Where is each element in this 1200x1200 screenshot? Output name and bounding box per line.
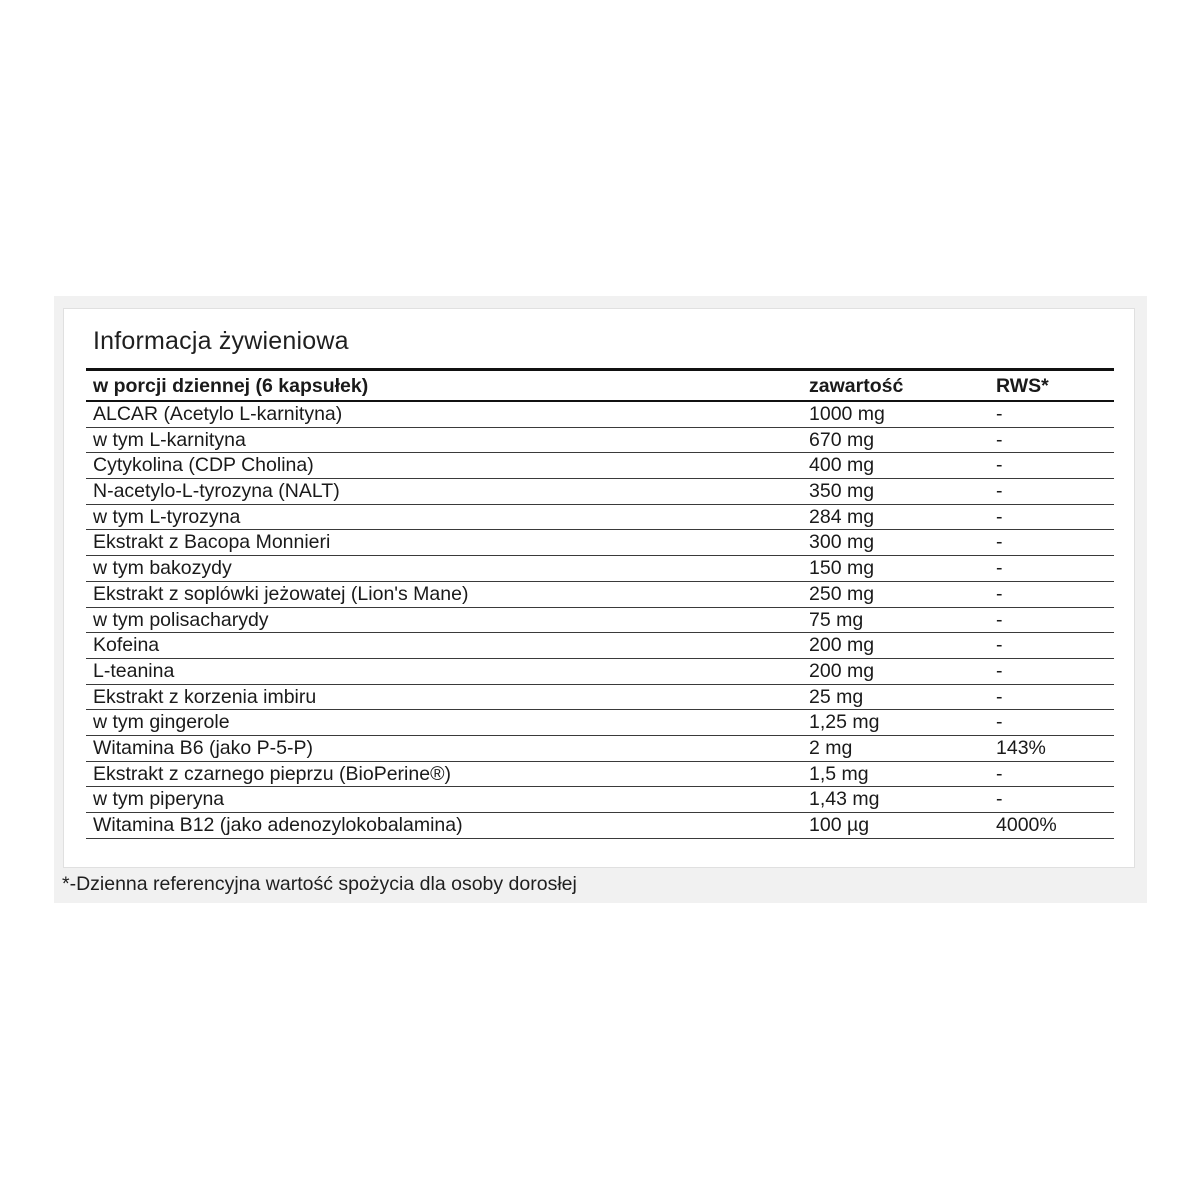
ingredient-rws: - (996, 762, 1003, 785)
ingredient-name: Ekstrakt z Bacopa Monnieri (93, 531, 331, 554)
header-portion: w porcji dziennej (6 kapsułek) (93, 375, 369, 397)
table-row (86, 505, 1114, 531)
ingredient-rws: - (996, 788, 1003, 811)
ingredient-name: Witamina B6 (jako P-5-P) (93, 736, 313, 759)
ingredient-rws: - (996, 531, 1003, 554)
ingredient-amount: 400 mg (809, 454, 875, 477)
ingredient-amount: 2 mg (809, 736, 853, 759)
table-row (86, 787, 1114, 813)
page-title: Informacja żywieniowa (93, 327, 349, 355)
ingredient-name: ALCAR (Acetylo L-karnityna) (93, 403, 343, 425)
ingredient-name: w tym gingerole (93, 711, 230, 734)
ingredient-amount: 75 mg (809, 608, 864, 631)
header-rws: RWS* (996, 375, 1049, 397)
ingredient-rws: - (996, 454, 1003, 477)
ingredient-amount: 25 mg (809, 685, 864, 708)
ingredient-amount: 150 mg (809, 557, 875, 580)
ingredient-name: Cytykolina (CDP Cholina) (93, 454, 314, 477)
table-row (86, 762, 1114, 788)
ingredient-amount: 350 mg (809, 480, 875, 503)
table-row (86, 813, 1114, 839)
ingredient-name: N-acetylo-L-tyrozyna (NALT) (93, 480, 340, 503)
table-row (86, 479, 1114, 505)
table-row (86, 659, 1114, 685)
nutrition-panel (54, 296, 1147, 903)
ingredient-name: Kofeina (93, 634, 160, 657)
ingredient-rws: - (996, 480, 1003, 503)
ingredient-rws: - (996, 608, 1003, 631)
ingredient-name: Witamina B12 (jako adenozylokobalamina) (93, 814, 463, 836)
table-row (86, 453, 1114, 479)
table-row (86, 633, 1114, 659)
ingredient-name: w tym L-karnityna (93, 428, 246, 451)
ingredient-amount: 284 mg (809, 505, 875, 528)
ingredient-amount: 1,43 mg (809, 788, 880, 811)
ingredient-amount: 300 mg (809, 531, 875, 554)
ingredient-rws: - (996, 557, 1003, 580)
ingredient-amount: 200 mg (809, 659, 875, 682)
table-row (86, 685, 1114, 711)
ingredient-rws: - (996, 428, 1003, 451)
nutrition-card (63, 308, 1135, 868)
table-row (86, 428, 1114, 454)
ingredient-rws: - (996, 582, 1003, 605)
ingredient-name: w tym bakozydy (93, 557, 232, 580)
table-row (86, 402, 1114, 428)
table-header-row (86, 371, 1114, 402)
header-content: zawartość (809, 375, 904, 397)
ingredient-name: L-teanina (93, 659, 175, 682)
ingredient-rws: 4000% (996, 814, 1057, 836)
ingredient-name: w tym L-tyrozyna (93, 505, 241, 528)
ingredient-amount: 250 mg (809, 582, 875, 605)
ingredient-name: Ekstrakt z czarnego pieprzu (BioPerine®) (93, 762, 451, 785)
ingredient-amount: 1,5 mg (809, 762, 869, 785)
ingredient-amount: 670 mg (809, 428, 875, 451)
ingredient-rws: - (996, 711, 1003, 734)
ingredient-amount: 1000 mg (809, 403, 885, 425)
ingredient-rws: - (996, 505, 1003, 528)
table-row (86, 582, 1114, 608)
ingredient-amount: 200 mg (809, 634, 875, 657)
ingredient-rws: - (996, 634, 1003, 657)
ingredient-name: Ekstrakt z soplówki jeżowatej (Lion's Mane) (93, 582, 469, 605)
footnote: *-Dzienna referencyjna wartość spożycia dla osoby dorosłej (62, 873, 577, 895)
nutrition-table (86, 368, 1114, 839)
ingredient-rws: - (996, 685, 1003, 708)
ingredient-amount: 1,25 mg (809, 711, 880, 734)
table-row (86, 710, 1114, 736)
ingredient-name: w tym piperyna (93, 788, 225, 811)
ingredient-rws: - (996, 659, 1003, 682)
ingredient-rws: 143% (996, 736, 1046, 759)
ingredient-name: Ekstrakt z korzenia imbiru (93, 685, 317, 708)
table-row (86, 530, 1114, 556)
ingredient-name: w tym polisacharydy (93, 608, 269, 631)
table-row (86, 608, 1114, 634)
table-row (86, 736, 1114, 762)
ingredient-amount: 100 µg (809, 814, 870, 836)
table-row (86, 556, 1114, 582)
ingredient-rws: - (996, 403, 1003, 425)
